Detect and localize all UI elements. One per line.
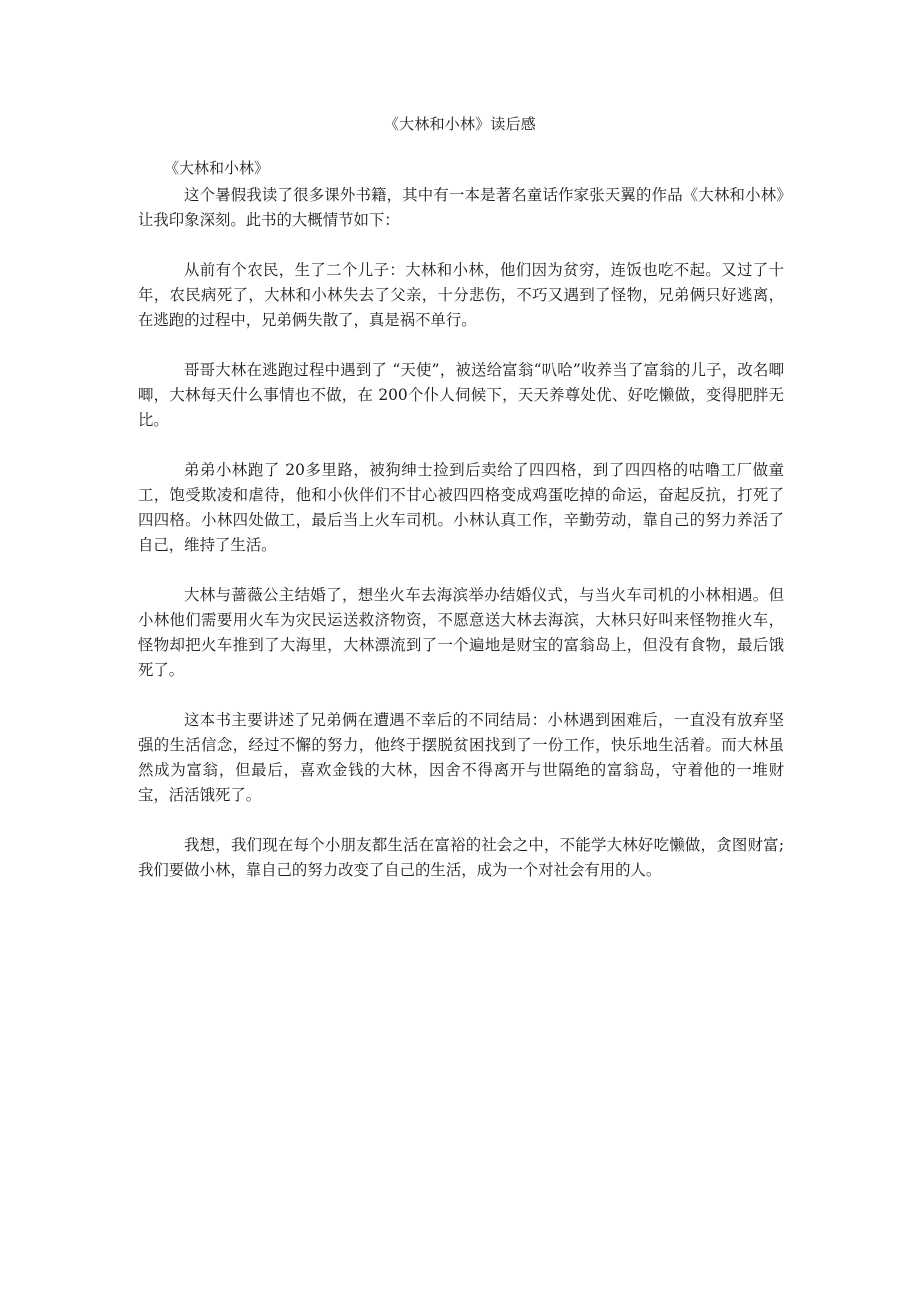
paragraph-dalin-story: 哥哥大林在逃跑过程中遇到了 “天使”，被送给富翁“叭哈”收养当了富翁的儿子，改名唧唧，大林每天什么事情也不做，在 200个仆人伺候下，天天养尊处优、好吃懒做，变得肥胖无比。 (138, 361, 784, 429)
paragraph-plot-beginning: 从前有个农民，生了二个儿子：大林和小林，他们因为贫穷，连饭也吃不起。又过了十年，农民病死了，大林和小林失去了父亲，十分悲伤，不巧又遇到了怪物，兄弟俩只好逃离，在逃跑的过程中，兄弟俩失散了，真是祸不单行。 (138, 261, 784, 329)
document-body (138, 183, 784, 908)
paragraph-intro: 这个暑假我读了很多课外书籍，其中有一本是著名童话作家张天翼的作品《大林和小林》让我印象深刻。此书的大概情节如下： (138, 186, 784, 229)
paragraph-conclusion: 我想，我们现在每个小朋友都生活在富裕的社会之中，不能学大林好吃懒做，贪图财富;我们要做小林，靠自己的努力改变了自己的生活，成为一个对社会有用的人。 (138, 836, 784, 879)
document-title: 《大林和小林》读后感 (383, 115, 536, 133)
paragraph-brothers-meet: 大林与蔷薇公主结婚了，想坐火车去海滨举办结婚仪式，与当火车司机的小林相遇。但小林他们需要用火车为灾民运送救济物资，不愿意送大林去海滨，大林只好叫来怪物推火车，怪物却把火车推到了大海里，大林漂流到了一个遍地是财宝的富翁岛上，但没有食物，最后饿死了。 (138, 586, 784, 679)
paragraph-theme: 这本书主要讲述了兄弟俩在遭遇不幸后的不同结局：小林遇到困难后，一直没有放弃坚强的生活信念，经过不懈的努力，他终于摆脱贫困找到了一份工作，快乐地生活着。而大林虽然成为富翁，但最后，喜欢金钱的大林，因舍不得离开与世隔绝的富翁岛，守着他的一堆财宝，活活饿死了。 (138, 711, 784, 804)
book-subtitle: 《大林和小林》 (164, 159, 270, 177)
paragraph-xiaolin-story: 弟弟小林跑了 20多里路，被狗绅士捡到后卖给了四四格，到了四四格的咕噜工厂做童工，饱受欺凌和虐待，他和小伙伴们不甘心被四四格变成鸡蛋吃掉的命运，奋起反抗，打死了四四格。小林四处做工，最后当上火车司机。小林认真工作，辛勤劳动，靠自己的努力养活了自己，维持了生活。 (138, 461, 784, 554)
